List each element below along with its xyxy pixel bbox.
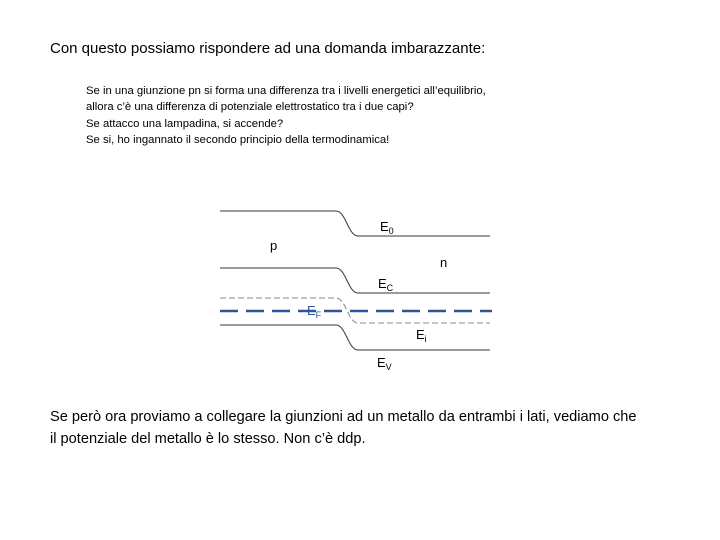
conduction-band-line	[220, 268, 490, 293]
question-line-1: Se in una giunzione pn si forma una differenza tra i livelli energetici all’equilibrio,	[86, 85, 486, 97]
question-line-4: Se si, ho ingannato il secondo principio della termodinamica!	[86, 133, 390, 146]
valence-band-line	[220, 325, 490, 350]
e0-label: $E_0$	[380, 219, 394, 236]
question-line-2: allora c’è una differenza di potenziale elettrostatico tra i due capi?	[86, 101, 414, 114]
conclusion-line-1: Se però ora proviamo a collegare la giunzioni ad un metallo da entrambi i lati, vediamo che	[50, 409, 637, 425]
ei-label: $E_i$	[416, 327, 427, 344]
ev-label: $E_V$	[377, 355, 392, 372]
ef-label: $E_F$	[307, 303, 322, 320]
e0-subscript: 0	[388, 226, 394, 236]
vacuum-level-line	[220, 211, 490, 236]
question-line-3: Se attacco una lampadina, si accende?	[86, 117, 284, 130]
n-region-label: n	[440, 255, 448, 270]
ei-subscript: i	[424, 334, 427, 344]
ev-subscript: V	[385, 362, 392, 372]
p-region-label: p	[270, 238, 278, 253]
slide-heading: Con questo possiamo rispondere ad una domanda imbarazzante:	[50, 40, 486, 57]
ec-subscript: C	[386, 283, 394, 293]
ef-subscript: F	[315, 310, 322, 320]
conclusion-block	[50, 406, 637, 450]
conclusion-line-2: il potenziale del metallo è lo stesso. Non c’è ddp.	[50, 431, 366, 447]
ec-label: $E_C$	[378, 276, 394, 293]
